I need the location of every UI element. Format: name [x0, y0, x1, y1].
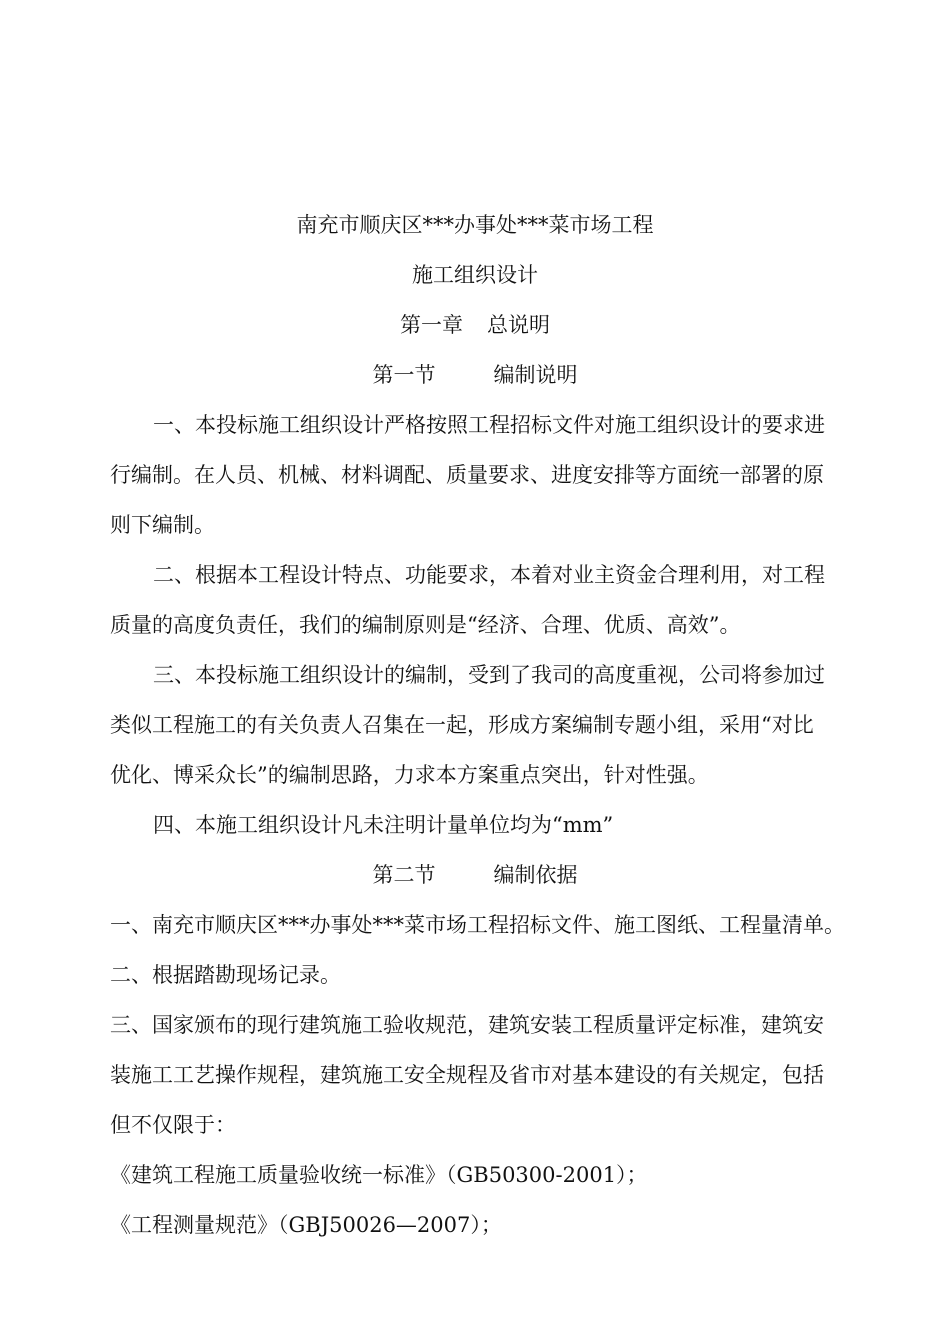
basis-3-line-3: 但不仅限于：: [110, 1113, 236, 1137]
section-heading-2: [0, 860, 950, 890]
paragraph-3-line-1: 三、本投标施工组织设计的编制，受到了我司的高度重视，公司将参加过: [153, 663, 825, 687]
document-subtitle: 施工组织设计: [412, 263, 538, 287]
paragraph-3-line-3: 优化、博采众长”的编制思路，力求本方案重点突出，针对性强。: [110, 763, 709, 787]
paragraph-2-line-1: 二、根据本工程设计特点、功能要求，本着对业主资金合理利用，对工程: [153, 563, 825, 587]
basis-2-line-1: 二、根据踏勘现场记录。: [110, 963, 341, 987]
chapter-heading: [0, 310, 950, 340]
standard-item-1: 《建筑工程施工质量验收统一标准》（GB50300-2001）；: [110, 1163, 648, 1187]
paragraph-1-line-1: 一、本投标施工组织设计严格按照工程招标文件对施工组织设计的要求进: [153, 413, 825, 437]
basis-1-line-1: 一、南充市顺庆区***办事处***菜市场工程招标文件、施工图纸、工程量清单。: [110, 913, 845, 937]
section-number: 第一节: [372, 363, 436, 387]
chapter-number: 第一章: [400, 313, 463, 337]
paragraph-3-line-2: 类似工程施工的有关负责人召集在一起，形成方案编制专题小组，采用“对比: [110, 713, 814, 737]
paragraph-2-line-2: 质量的高度负责任，我们的编制原则是“经济、合理、优质、高效”。: [110, 613, 741, 637]
standard-item-2: 《工程测量规范》（GBJ50026—2007）；: [110, 1213, 502, 1237]
paragraph-1-line-2: 行编制。在人员、机械、材料调配、质量要求、进度安排等方面统一部署的原: [110, 463, 824, 487]
paragraph-4-line-1: 四、本施工组织设计凡未注明计量单位均为“mm”: [153, 813, 614, 837]
section-name: 编制说明: [493, 363, 578, 387]
section-heading-1: [0, 360, 950, 390]
paragraph-1-line-3: 则下编制。: [110, 513, 215, 537]
chapter-name: 总说明: [487, 313, 550, 337]
basis-3-line-1: 三、国家颁布的现行建筑施工验收规范，建筑安装工程质量评定标准，建筑安: [110, 1013, 824, 1037]
section-number: 第二节: [372, 863, 436, 887]
section-name: 编制依据: [493, 863, 578, 887]
basis-3-line-2: 装施工工艺操作规程，建筑施工安全规程及省市对基本建设的有关规定，包括: [110, 1063, 824, 1087]
document-title: 南充市顺庆区***办事处***菜市场工程: [296, 213, 654, 237]
